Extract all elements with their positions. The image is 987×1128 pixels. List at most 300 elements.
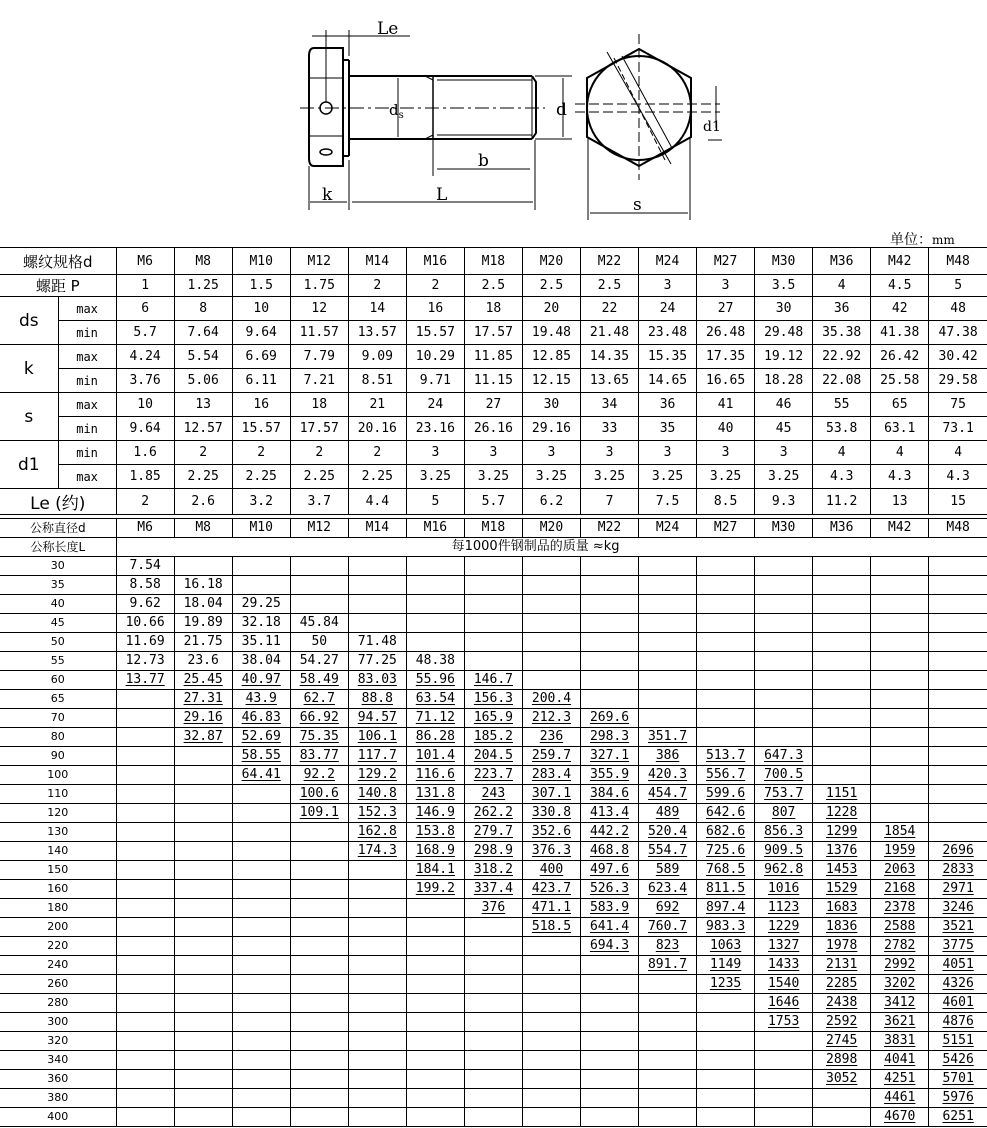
mass-value	[871, 671, 929, 690]
mass-value: 2696	[929, 842, 987, 861]
mass-value	[116, 1070, 174, 1089]
mass-value	[232, 1032, 290, 1051]
mass-value: 1646	[755, 994, 813, 1013]
spec-value: 14	[348, 297, 406, 321]
mass-value	[174, 956, 232, 975]
mass-value: 32.18	[232, 614, 290, 633]
spec-value: 3	[697, 441, 755, 465]
size-header: M30	[755, 248, 813, 275]
mass-row-L50	[0, 633, 987, 652]
size-header: M10	[232, 519, 290, 538]
mass-value	[116, 747, 174, 766]
mass-value: 4461	[871, 1089, 929, 1108]
length-value: 240	[0, 956, 116, 975]
mass-value: 32.87	[174, 728, 232, 747]
mass-value	[639, 633, 697, 652]
spec-value: 6	[116, 297, 174, 321]
spec-value: 10.29	[406, 345, 464, 369]
mass-value: 700.5	[755, 766, 813, 785]
spec-value: 17.57	[464, 321, 522, 345]
mass-value	[464, 576, 522, 595]
spec-value: 25.58	[871, 369, 929, 393]
mass-value	[116, 994, 174, 1013]
mass-row-L300	[0, 1013, 987, 1032]
mass-value	[813, 747, 871, 766]
mass-value	[813, 633, 871, 652]
mass-value: 583.9	[580, 899, 638, 918]
size-header: M16	[406, 519, 464, 538]
mass-value	[348, 994, 406, 1013]
nominal-diameter-label: 公称直径d	[0, 519, 116, 538]
mass-value: 2833	[929, 861, 987, 880]
mass-value: 3621	[871, 1013, 929, 1032]
mass-value: 71.48	[348, 633, 406, 652]
mass-value	[116, 956, 174, 975]
spec-value: 2	[174, 441, 232, 465]
mass-value	[116, 1013, 174, 1032]
spec-value: 11.57	[290, 321, 348, 345]
spec-value: 26.16	[464, 417, 522, 441]
pitch-value: 2.5	[522, 275, 580, 297]
mass-value	[116, 975, 174, 994]
mass-value	[406, 557, 464, 576]
mass-value	[116, 1108, 174, 1127]
size-header: M22	[580, 248, 638, 275]
mass-value	[232, 842, 290, 861]
spec-row-ds-min	[0, 321, 987, 345]
spec-value: 3.25	[406, 465, 464, 489]
param-d1-label: d1	[0, 441, 58, 489]
spec-value: 8	[174, 297, 232, 321]
le-value: 3.2	[232, 489, 290, 515]
mass-value	[348, 918, 406, 937]
mass-value: 1529	[813, 880, 871, 899]
mass-value	[522, 614, 580, 633]
mass-value	[580, 652, 638, 671]
mass-value: 204.5	[464, 747, 522, 766]
mass-row-L60	[0, 671, 987, 690]
mass-value: 212.3	[522, 709, 580, 728]
mass-value	[174, 975, 232, 994]
spec-value: 6.11	[232, 369, 290, 393]
mass-value: 823	[639, 937, 697, 956]
spec-value: 13	[174, 393, 232, 417]
spec-value: 4.3	[929, 465, 987, 489]
mass-value	[580, 671, 638, 690]
mass-value	[755, 671, 813, 690]
spec-value: 3.25	[639, 465, 697, 489]
pitch-value: 2.5	[464, 275, 522, 297]
dimension-spec-table	[0, 247, 987, 515]
spec-value: 26.48	[697, 321, 755, 345]
mass-value: 4251	[871, 1070, 929, 1089]
spec-value: 2	[348, 441, 406, 465]
mass-value	[697, 1032, 755, 1051]
mass-value: 109.1	[290, 804, 348, 823]
mass-value	[232, 975, 290, 994]
mass-value	[116, 1032, 174, 1051]
mass-value: 4670	[871, 1108, 929, 1127]
spec-value: 2	[232, 441, 290, 465]
mass-value	[348, 937, 406, 956]
spec-value: 34	[580, 393, 638, 417]
mass-value	[697, 994, 755, 1013]
pitch-value: 4	[813, 275, 871, 297]
mass-value: 3775	[929, 937, 987, 956]
mass-value	[406, 1108, 464, 1127]
size-header: M22	[580, 519, 638, 538]
mass-value	[929, 728, 987, 747]
mass-value	[116, 766, 174, 785]
mass-value	[522, 576, 580, 595]
spec-value: 3.25	[755, 465, 813, 489]
mass-value	[929, 557, 987, 576]
mass-value	[464, 614, 522, 633]
mass-value	[580, 690, 638, 709]
param-s-label: s	[0, 393, 58, 441]
size-header: M8	[174, 519, 232, 538]
size-header: M6	[116, 248, 174, 275]
mass-value	[697, 671, 755, 690]
mass-value	[813, 671, 871, 690]
mass-value: 1978	[813, 937, 871, 956]
spec-value: 30.42	[929, 345, 987, 369]
mass-value	[697, 633, 755, 652]
spec-value: 29.48	[755, 321, 813, 345]
spec-value: 73.1	[929, 417, 987, 441]
param-k-label: k	[0, 345, 58, 393]
spec-value: 21.48	[580, 321, 638, 345]
mass-value: 355.9	[580, 766, 638, 785]
mass-row-L55	[0, 652, 987, 671]
mass-value	[871, 747, 929, 766]
mass-value	[522, 975, 580, 994]
mass-value: 29.25	[232, 595, 290, 614]
mass-row-L260	[0, 975, 987, 994]
mass-value	[406, 1051, 464, 1070]
spec-value: 36	[639, 393, 697, 417]
mass-value: 19.89	[174, 614, 232, 633]
mass-value	[232, 1051, 290, 1070]
mass-value	[522, 1108, 580, 1127]
mass-value	[116, 918, 174, 937]
mass-value: 35.11	[232, 633, 290, 652]
mass-value	[290, 975, 348, 994]
mass-value	[290, 956, 348, 975]
mass-value: 298.9	[464, 842, 522, 861]
spec-value: 2.25	[290, 465, 348, 489]
mass-caption-row	[0, 538, 987, 557]
mass-value	[406, 1032, 464, 1051]
pitch-value: 4.5	[871, 275, 929, 297]
mass-value: 1229	[755, 918, 813, 937]
mass-value: 13.77	[116, 671, 174, 690]
mass-value	[755, 614, 813, 633]
mass-value	[116, 709, 174, 728]
mass-value: 23.6	[174, 652, 232, 671]
mass-value: 66.92	[290, 709, 348, 728]
mass-value	[464, 1051, 522, 1070]
spec-value: 4	[813, 441, 871, 465]
mass-value	[813, 1108, 871, 1127]
nominal-length-label: 公称长度L	[0, 538, 116, 557]
pitch-value: 2	[406, 275, 464, 297]
size-header: M20	[522, 519, 580, 538]
size-header: M12	[290, 519, 348, 538]
spec-value: 13.65	[580, 369, 638, 393]
mass-value	[580, 1089, 638, 1108]
mass-value	[348, 557, 406, 576]
mass-value: 768.5	[697, 861, 755, 880]
mass-value	[929, 823, 987, 842]
mass-value: 140.8	[348, 785, 406, 804]
mass-value	[755, 728, 813, 747]
mass-value: 12.73	[116, 652, 174, 671]
mass-value	[232, 956, 290, 975]
mass-value	[232, 994, 290, 1013]
spec-value: 27	[464, 393, 522, 417]
mass-value	[871, 652, 929, 671]
pitch-row	[0, 275, 987, 297]
mass-value	[697, 595, 755, 614]
mass-value	[406, 975, 464, 994]
mass-value: 692	[639, 899, 697, 918]
spec-value: 53.8	[813, 417, 871, 441]
spec-value: 13.57	[348, 321, 406, 345]
spec-header-row	[0, 248, 987, 275]
mass-value: 413.4	[580, 804, 638, 823]
mass-value: 100.6	[290, 785, 348, 804]
mass-value: 2592	[813, 1013, 871, 1032]
mass-value	[290, 576, 348, 595]
mass-value	[464, 1089, 522, 1108]
size-header: M14	[348, 519, 406, 538]
pitch-value: 3	[697, 275, 755, 297]
mass-value	[464, 1032, 522, 1051]
length-value: 360	[0, 1070, 116, 1089]
mass-value: 3521	[929, 918, 987, 937]
mass-value: 384.6	[580, 785, 638, 804]
mass-value	[406, 918, 464, 937]
mass-value: 152.3	[348, 804, 406, 823]
mass-value: 599.6	[697, 785, 755, 804]
mass-value	[697, 1013, 755, 1032]
mass-value	[232, 1089, 290, 1108]
mass-value	[232, 576, 290, 595]
mass-row-L100	[0, 766, 987, 785]
mass-value: 1151	[813, 785, 871, 804]
spec-value: 23.48	[639, 321, 697, 345]
mass-value	[174, 823, 232, 842]
mass-value	[348, 975, 406, 994]
mass-value	[174, 804, 232, 823]
spec-value: 20.16	[348, 417, 406, 441]
mass-value: 2745	[813, 1032, 871, 1051]
mass-value: 162.8	[348, 823, 406, 842]
mass-value	[174, 1089, 232, 1108]
mass-value: 807	[755, 804, 813, 823]
mass-value	[580, 975, 638, 994]
le-value: 15	[929, 489, 987, 515]
spec-value: 4	[929, 441, 987, 465]
mass-value: 184.1	[406, 861, 464, 880]
mass-value: 16.18	[174, 576, 232, 595]
le-value: 4.4	[348, 489, 406, 515]
spec-value: 7.79	[290, 345, 348, 369]
mass-value	[290, 899, 348, 918]
mass-value	[697, 728, 755, 747]
length-value: 40	[0, 595, 116, 614]
mass-value	[290, 842, 348, 861]
spec-value: 8.51	[348, 369, 406, 393]
mass-row-L70	[0, 709, 987, 728]
mass-value	[639, 709, 697, 728]
mass-value	[232, 880, 290, 899]
mass-value: 420.3	[639, 766, 697, 785]
mass-value: 1836	[813, 918, 871, 937]
mass-value	[580, 1051, 638, 1070]
mass-value	[929, 804, 987, 823]
mass-value	[348, 956, 406, 975]
length-value: 160	[0, 880, 116, 899]
mass-value: 298.3	[580, 728, 638, 747]
mass-value	[871, 633, 929, 652]
spec-row-d1-min	[0, 441, 987, 465]
mass-value	[348, 861, 406, 880]
spec-value: 4	[871, 441, 929, 465]
mass-value	[580, 1108, 638, 1127]
spec-value: 47.38	[929, 321, 987, 345]
mass-value: 58.55	[232, 747, 290, 766]
label-k: k	[322, 185, 333, 205]
mass-value	[116, 690, 174, 709]
mass-value: 1063	[697, 937, 755, 956]
mass-row-L320	[0, 1032, 987, 1051]
mass-value: 520.4	[639, 823, 697, 842]
mass-value: 153.8	[406, 823, 464, 842]
mass-value	[290, 1013, 348, 1032]
mass-value: 5976	[929, 1089, 987, 1108]
limit-label: max	[58, 465, 116, 489]
mass-value: 1433	[755, 956, 813, 975]
mass-value	[580, 956, 638, 975]
spec-value: 17.35	[697, 345, 755, 369]
spec-value: 65	[871, 393, 929, 417]
mass-value: 351.7	[639, 728, 697, 747]
mass-value	[522, 994, 580, 1013]
mass-value: 2898	[813, 1051, 871, 1070]
pitch-value: 2	[348, 275, 406, 297]
le-label: Le (约)	[0, 489, 116, 515]
mass-value: 45.84	[290, 614, 348, 633]
spec-value: 5.7	[116, 321, 174, 345]
mass-value: 856.3	[755, 823, 813, 842]
spec-value: 12.57	[174, 417, 232, 441]
length-value: 30	[0, 557, 116, 576]
mass-value	[522, 956, 580, 975]
mass-value: 1016	[755, 880, 813, 899]
mass-value: 3202	[871, 975, 929, 994]
mass-value	[290, 595, 348, 614]
mass-value	[929, 766, 987, 785]
mass-value: 3412	[871, 994, 929, 1013]
mass-value: 1959	[871, 842, 929, 861]
size-header: M20	[522, 248, 580, 275]
mass-value: 40.97	[232, 671, 290, 690]
thread-size-label: 螺纹规格d	[0, 248, 116, 275]
le-value: 7.5	[639, 489, 697, 515]
mass-value	[755, 1070, 813, 1089]
mass-value: 86.28	[406, 728, 464, 747]
spec-value: 3	[522, 441, 580, 465]
size-header: M18	[464, 519, 522, 538]
mass-value	[929, 785, 987, 804]
mass-value	[116, 785, 174, 804]
mass-value: 58.49	[290, 671, 348, 690]
mass-value: 7.54	[116, 557, 174, 576]
mass-value	[580, 633, 638, 652]
mass-value: 146.9	[406, 804, 464, 823]
spec-value: 41	[697, 393, 755, 417]
spec-value: 27	[697, 297, 755, 321]
le-value: 3.7	[290, 489, 348, 515]
mass-value	[464, 937, 522, 956]
size-header: M48	[929, 519, 987, 538]
mass-value: 200.4	[522, 690, 580, 709]
spec-value: 30	[522, 393, 580, 417]
mass-value	[116, 1089, 174, 1108]
mass-value: 29.16	[174, 709, 232, 728]
le-value: 5	[406, 489, 464, 515]
mass-row-L65	[0, 690, 987, 709]
mass-value	[116, 804, 174, 823]
spec-value: 19.48	[522, 321, 580, 345]
mass-value: 117.7	[348, 747, 406, 766]
mass-value	[697, 1051, 755, 1070]
mass-value: 3052	[813, 1070, 871, 1089]
mass-value: 909.5	[755, 842, 813, 861]
spec-value: 3.25	[697, 465, 755, 489]
mass-value: 5426	[929, 1051, 987, 1070]
mass-value	[755, 595, 813, 614]
spec-value: 35.38	[813, 321, 871, 345]
mass-value	[755, 1051, 813, 1070]
mass-value	[639, 614, 697, 633]
mass-row-L240	[0, 956, 987, 975]
mass-value	[174, 1051, 232, 1070]
mass-value	[348, 614, 406, 633]
mass-value	[174, 861, 232, 880]
mass-value: 1540	[755, 975, 813, 994]
mass-value	[813, 576, 871, 595]
mass-value: 94.57	[348, 709, 406, 728]
size-header: M24	[639, 248, 697, 275]
mass-value: 897.4	[697, 899, 755, 918]
mass-value: 50	[290, 633, 348, 652]
spec-value: 12.15	[522, 369, 580, 393]
mass-value	[929, 709, 987, 728]
mass-value: 185.2	[464, 728, 522, 747]
length-value: 400	[0, 1108, 116, 1127]
mass-value: 2378	[871, 899, 929, 918]
mass-value: 88.8	[348, 690, 406, 709]
mass-value: 54.27	[290, 652, 348, 671]
mass-value	[464, 1070, 522, 1089]
length-value: 130	[0, 823, 116, 842]
mass-caption	[116, 538, 987, 557]
mass-value	[522, 652, 580, 671]
spec-value: 2.25	[348, 465, 406, 489]
